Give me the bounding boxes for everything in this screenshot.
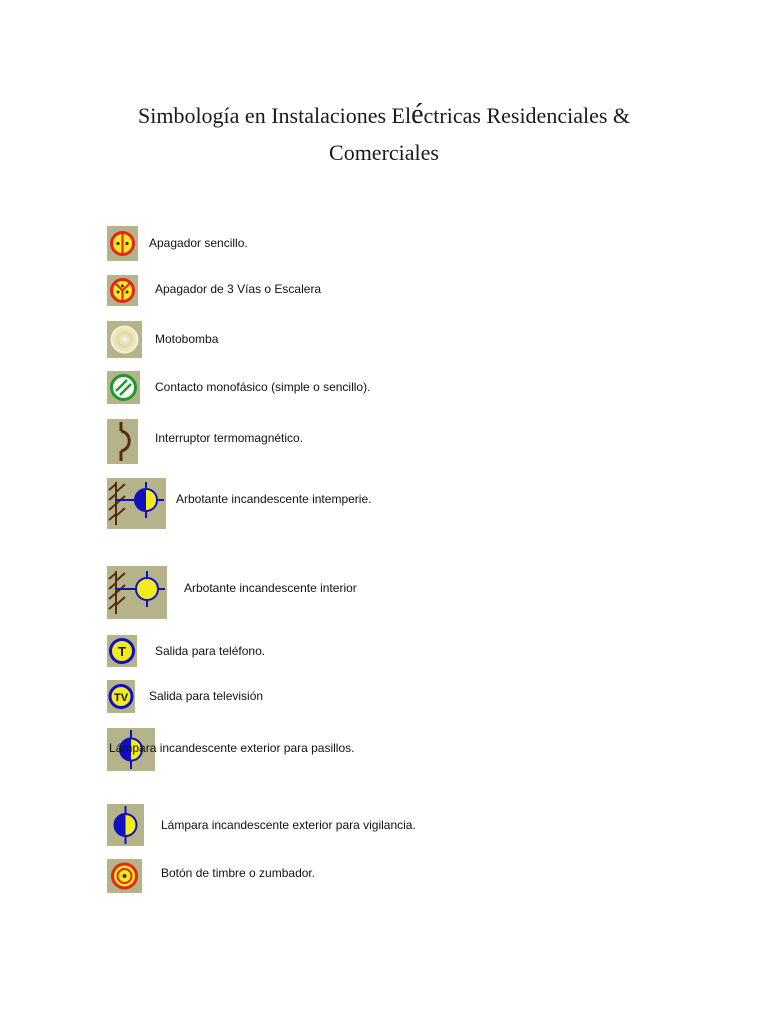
thermomagnetic-breaker-icon [107, 419, 138, 464]
phone-glyph: T [118, 644, 126, 659]
item-label: Contacto monofásico (simple o sencillo). [155, 380, 371, 394]
security-lamp-icon [107, 804, 144, 846]
single-switch-icon [107, 226, 138, 261]
item-label: Arbotante incandescente intemperie. [176, 492, 372, 506]
item-label: Salida para televisión [149, 689, 264, 703]
item-label: Interruptor termomagnético. [155, 431, 304, 445]
item-label: Arbotante incandescente interior [184, 581, 357, 595]
item-label: Motobomba [155, 332, 219, 346]
tv-outlet-icon [107, 680, 135, 713]
item-label: Lámpara incandescente exterior para pasillos. [109, 741, 355, 755]
item-label: Botón de timbre o zumbador. [161, 866, 316, 880]
indoor-wall-lamp-icon [107, 566, 167, 619]
tv-glyph: TV [113, 692, 129, 704]
page-title [60, 96, 708, 171]
title-part1: Simbología en Instalaciones El [137, 103, 412, 128]
item-label: Salida para teléfono. [155, 644, 266, 658]
item-label: Apagador de 3 Vías o Escalera [155, 282, 322, 296]
motor-pump-icon [107, 321, 142, 358]
three-way-switch-icon [107, 275, 138, 306]
outdoor-wall-lamp-icon [107, 478, 166, 529]
item-label: Apagador sencillo. [149, 236, 248, 250]
item-label: Lámpara incandescente exterior para vigilancia. [161, 818, 416, 832]
single-phase-outlet-icon [107, 371, 140, 404]
doorbell-button-icon [107, 859, 142, 893]
phone-outlet-icon [107, 635, 137, 667]
title-accent: é [411, 99, 424, 130]
title-line2: Comerciales [329, 140, 439, 165]
title-part2: ctricas Residenciales & [423, 103, 631, 128]
